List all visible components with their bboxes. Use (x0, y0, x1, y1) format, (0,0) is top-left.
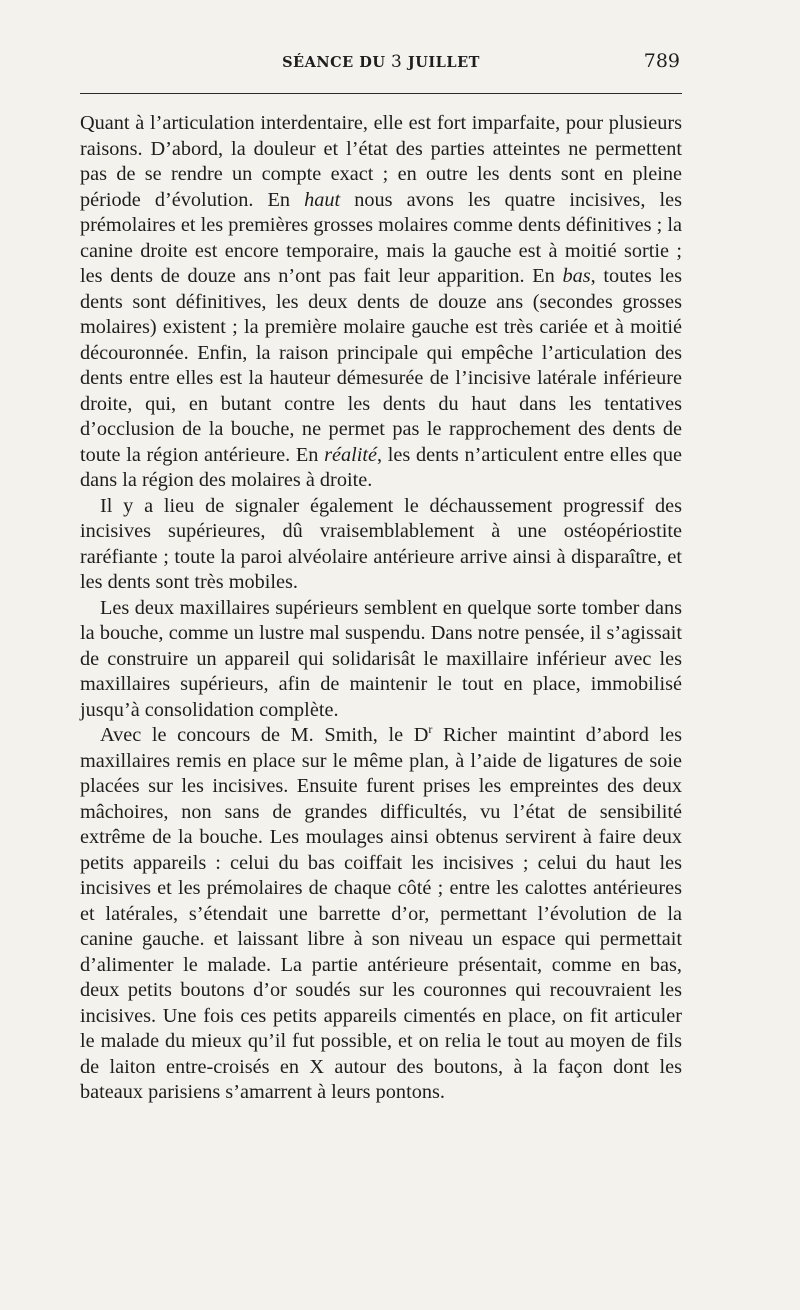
running-head-title (80, 52, 682, 72)
page-number: 789 (643, 50, 680, 72)
p4-text-b: Richer maintint d’abord les maxillaires remis en place sur le même plan, à l’aide de ligatures de soie placées sur les incisives. Ensuite furent prises les empreintes des deux mâchoires, non sans de grandes difficultés, vu l’état de sensibilité extrême de la bouche. Les moulages ainsi obtenus servirent à faire deux petits appareils : celui du bas coiffait les incisives ; celui du haut les incisives et les prémolaires de chaque côté ; entre les calottes antérieures et latérales, s’étendait une barrette d’or, permettant l’évolution de la canine gauche. et laissant libre à son niveau un espace qui permettait d’alimenter le malade. La partie antérieure présentait, comme en bas, deux petits boutons d’or soudés sur les couronnes qui recouvraient les incisives. Une fois ces petits appareils cimentés en place, on fit articuler le malade du mieux qu’il fut possible, et on relia le tout au moyen de fils de laiton entre-croisés en X autour des boutons, à la façon dont les bateaux parisiens s’amarrent à leurs pontons. (80, 724, 682, 1103)
p4-text-a: Avec le concours de M. Smith, le D (100, 724, 429, 746)
header-rule (80, 93, 682, 94)
p1-text-b: nous avons les quatre incisives, les prémolaires et les premières grosses molaires comme dents définitives ; la canine droite est encore temporaire, mais la gauche est à moitié sortie ; les dents de douze ans n’ont pas fait leur apparition. En (80, 188, 682, 287)
p1-italic-haut: haut (304, 188, 341, 211)
p4-superscript: r (428, 722, 433, 737)
title-before: SÉANCE DU (282, 54, 392, 71)
paragraph-1 (80, 111, 682, 494)
p1-italic-bas: bas (562, 265, 591, 287)
paragraph-4 (80, 723, 682, 1106)
p1-text-d: , les dents n’articulent entre elles que dans la région des molaires à droite. (80, 443, 682, 491)
running-head (80, 52, 682, 76)
p1-text-a: Quant à l’articulation interdentaire, elle est fort imparfaite, pour plusieurs raisons. D’abord, la douleur et l’état des parties atteintes ne permettent pas de se rendre un compte exact ; en outre les dents sont en pleine période d’évolution. En (80, 112, 682, 211)
title-number: 3 (391, 52, 403, 72)
paragraph-2: Il y a lieu de signaler également le déchaussement progressif des incisives supérieures, dû vraisemblablement à une ostéopériostite raréfiante ; toute la paroi alvéolaire antérieure arrive ainsi à disparaître, et les dents sont très mobiles. (80, 494, 682, 593)
p1-text-c: , toutes les dents sont définitives, les deux dents de douze ans (secondes grosses molaires) existent ; la première molaire gauche est très cariée et à moitié découronnée. Enfin, la raison principale qui empêche l’articulation des dents entre elles est la hauteur démesurée de l’incisive latérale inférieure droite, qui, en butant contre les dents du haut dans les tentatives d’occlusion de la bouche, ne permet pas le rapprochement des dents de toute la région antérieure. En (80, 265, 682, 466)
body-text (80, 111, 682, 1106)
p1-italic-realite: réalité (324, 443, 378, 466)
title-after: JUILLET (402, 54, 480, 71)
paragraph-3: Les deux maxillaires supérieurs semblent en quelque sorte tomber dans la bouche, comme un lustre mal suspendu. Dans notre pensée, il s’agissait de construire un appareil qui solidarisât le maxillaire inférieur avec les maxillaires supérieurs, afin de maintenir le tout en place, immobilisé jusqu’à consolidation complète. (80, 596, 682, 721)
